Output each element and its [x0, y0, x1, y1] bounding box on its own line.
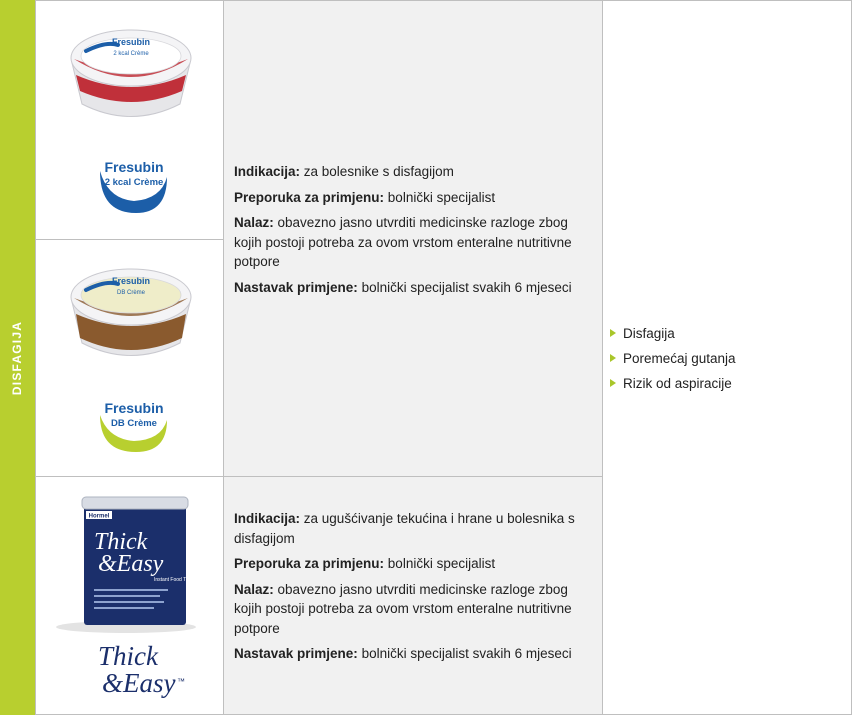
product-cell-fresubin-2kcal — [35, 0, 224, 240]
category-sidebar — [0, 0, 35, 715]
symptom-item: Poremećaj gutanja — [610, 349, 736, 368]
cup-variant-text: DB Crème — [116, 290, 146, 296]
indication-row: Indikacija: za ugušćivanje tekućina i hrane u bolesnika s disfagijom — [234, 511, 575, 546]
fresubin-2kcal-image — [36, 1, 225, 241]
triangle-bullet-icon — [610, 379, 616, 387]
continuation-row: Nastavak primjene: bolnički specijalist svakih 6 mjeseci — [234, 646, 572, 661]
can-lid — [82, 497, 188, 509]
product-cell-fresubin-db — [35, 239, 224, 477]
cup-variant-text: 2 kcal Crème — [113, 51, 149, 57]
logo-name-line1: Thick — [98, 641, 158, 671]
triangle-bullet-icon — [610, 329, 616, 337]
finding-row: Nalaz: obavezno jasno utvrditi medicinske razloge zbog kojih postoji potreba za ovom vrstom enteralne nutritivne potpore — [234, 215, 572, 269]
finding-row: Nalaz: obavezno jasno utvrditi medicinske razloge zbog kojih postoji potreba za ovom vrstom enteralne nutritivne potpore — [234, 581, 572, 636]
product-name: Fresubin — [104, 159, 164, 175]
product-variant: 2 kcal Crème — [104, 177, 164, 188]
symptom-list — [610, 324, 736, 399]
can-subtitle: Instant Food Thickener — [154, 577, 206, 583]
recommendation-row: Preporuka za primjenu: bolnički specijalist — [234, 556, 496, 571]
info-block-thick-easy — [234, 509, 588, 670]
can-name-line2: &Easy — [98, 551, 164, 577]
logo-name-line2: &Easy — [102, 668, 176, 698]
symptom-item: Rizik od aspiracije — [610, 374, 736, 393]
can-name-line1: Thick — [94, 529, 148, 555]
trademark-symbol: ™ — [177, 677, 185, 686]
info-block-fresubin — [234, 162, 588, 303]
category-label: DISFAGIJA — [10, 320, 24, 396]
product-cell-thick-easy — [35, 476, 224, 715]
recommendation-row: Preporuka za primjenu: bolnički specijalist — [234, 189, 496, 205]
symptom-item: Disfagija — [610, 324, 736, 343]
fresubin-db-image — [36, 240, 225, 478]
symptoms-cell — [602, 0, 852, 715]
info-cell-thick-easy — [223, 476, 603, 715]
cup-brand-text: Fresubin — [111, 37, 151, 47]
continuation-row: Nastavak primjene: bolnički specijalist svakih 6 mjeseci — [234, 279, 572, 295]
thick-easy-image — [36, 477, 225, 716]
product-variant: DB Crème — [111, 418, 157, 429]
info-cell-fresubin — [223, 0, 603, 477]
can-brand: Hormel — [88, 513, 110, 520]
product-name: Fresubin — [104, 400, 164, 416]
cup-brand-text: Fresubin — [111, 276, 151, 286]
indication-row: Indikacija: za bolesnike s disfagijom — [234, 164, 454, 179]
triangle-bullet-icon — [610, 354, 616, 362]
